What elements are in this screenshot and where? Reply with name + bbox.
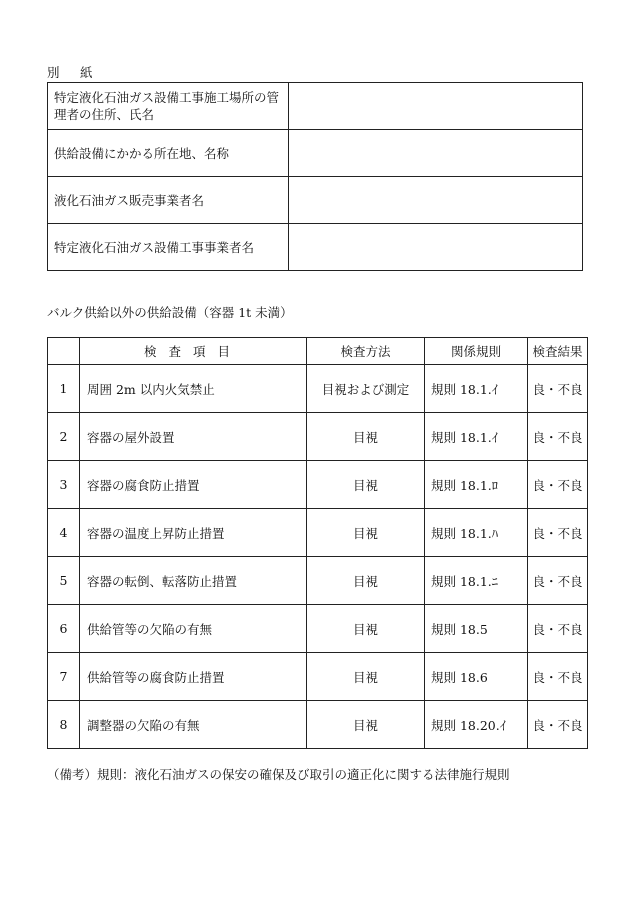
row-result: 良・不良 (528, 653, 588, 701)
table-header-row (48, 338, 588, 365)
info-value (289, 130, 583, 177)
footnote: （備考）規則：液化石油ガスの保安の確保及び取引の適正化に関する法律施行規則 (47, 767, 510, 782)
info-table (47, 82, 583, 271)
row-no: 4 (48, 509, 80, 557)
header-rule: 関係規則 (425, 338, 528, 365)
row-item: 容器の温度上昇防止措置 (80, 509, 307, 557)
row-item: 調整器の欠陥の有無 (80, 701, 307, 749)
table-row (48, 461, 588, 509)
row-result: 良・不良 (528, 461, 588, 509)
row-method: 目視 (307, 509, 425, 557)
row-no: 6 (48, 605, 80, 653)
table-row (48, 509, 588, 557)
row-rule: 規則 18.1.ﾛ (425, 461, 528, 509)
row-rule: 規則 18.1.ﾆ (425, 557, 528, 605)
table-row (48, 413, 588, 461)
row-method: 目視 (307, 557, 425, 605)
row-no: 1 (48, 365, 80, 413)
inspection-table (47, 337, 588, 749)
row-item: 周囲 2m 以内火気禁止 (80, 365, 307, 413)
row-method: 目視 (307, 701, 425, 749)
row-rule: 規則 18.1.ﾊ (425, 509, 528, 557)
info-label: 供給設備にかかる所在地、名称 (48, 130, 289, 177)
header-no (48, 338, 80, 365)
row-no: 2 (48, 413, 80, 461)
row-no: 5 (48, 557, 80, 605)
row-rule: 規則 18.20.ｲ (425, 701, 528, 749)
row-rule: 規則 18.6 (425, 653, 528, 701)
table-row (48, 653, 588, 701)
info-row (48, 130, 583, 177)
info-value (289, 83, 583, 130)
row-method: 目視 (307, 461, 425, 509)
info-row (48, 224, 583, 271)
table-row (48, 557, 588, 605)
row-no: 3 (48, 461, 80, 509)
row-method: 目視 (307, 605, 425, 653)
row-method: 目視 (307, 413, 425, 461)
row-result: 良・不良 (528, 701, 588, 749)
header-method: 検査方法 (307, 338, 425, 365)
row-rule: 規則 18.5 (425, 605, 528, 653)
row-result: 良・不良 (528, 509, 588, 557)
row-item: 供給管等の欠陥の有無 (80, 605, 307, 653)
row-item: 容器の転倒、転落防止措置 (80, 557, 307, 605)
row-rule: 規則 18.1.ｲ (425, 413, 528, 461)
row-result: 良・不良 (528, 365, 588, 413)
row-item: 容器の屋外設置 (80, 413, 307, 461)
row-item: 供給管等の腐食防止措置 (80, 653, 307, 701)
header-item: 検査項目 (80, 338, 307, 365)
info-value (289, 224, 583, 271)
info-row (48, 83, 583, 130)
row-item: 容器の腐食防止措置 (80, 461, 307, 509)
header-result: 検査結果 (528, 338, 588, 365)
table-row (48, 701, 588, 749)
info-row (48, 177, 583, 224)
info-label: 特定液化石油ガス設備工事事業者名 (48, 224, 289, 271)
row-no: 7 (48, 653, 80, 701)
row-result: 良・不良 (528, 557, 588, 605)
row-result: 良・不良 (528, 605, 588, 653)
table-row (48, 365, 588, 413)
info-label: 液化石油ガス販売事業者名 (48, 177, 289, 224)
table-row (48, 605, 588, 653)
page-heading: 別 紙 (47, 65, 97, 80)
info-label: 特定液化石油ガス設備工事施工場所の管理者の住所、氏名 (48, 83, 289, 130)
section-title: バルク供給以外の供給設備（容器 1t 未満） (47, 305, 293, 320)
row-no: 8 (48, 701, 80, 749)
row-method: 目視および測定 (307, 365, 425, 413)
row-result: 良・不良 (528, 413, 588, 461)
row-method: 目視 (307, 653, 425, 701)
row-rule: 規則 18.1.ｲ (425, 365, 528, 413)
info-value (289, 177, 583, 224)
